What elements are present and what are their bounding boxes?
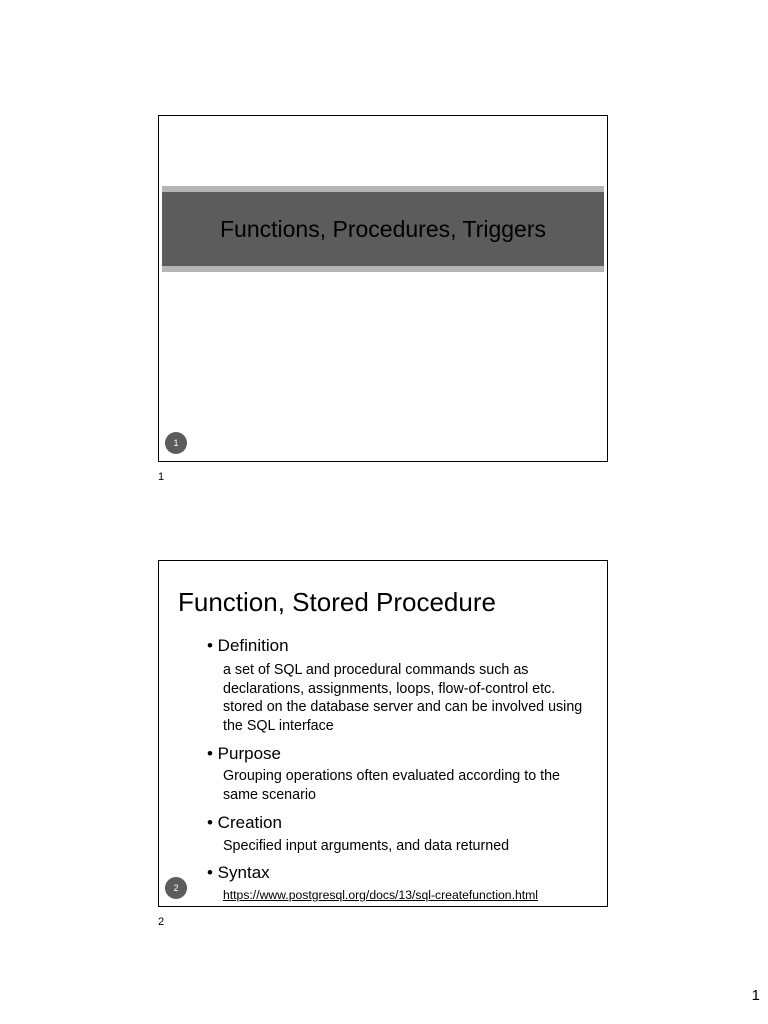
slide-1 (158, 115, 608, 462)
title-band (162, 186, 604, 272)
slide-2 (158, 560, 608, 907)
slide-number-badge: 1 (165, 432, 187, 454)
syntax-link[interactable]: https://www.postgresql.org/docs/13/sql-createfunction.html (223, 888, 538, 902)
bullet-creation-body: Specified input arguments, and data returned (223, 838, 510, 854)
bullet-purpose-body: Grouping operations often evaluated according to the same scenario (223, 768, 561, 803)
slide-number-badge: 2 (165, 877, 187, 899)
bullet-creation: • Creation (207, 813, 282, 832)
slide-2-caption: 2 (158, 916, 165, 928)
bullet-purpose: • Purpose (207, 744, 281, 763)
slide-1-title: Functions, Procedures, Triggers (220, 215, 546, 242)
bullet-definition: • Definition (207, 636, 289, 655)
page-number: 1 (751, 987, 760, 1004)
bullet-syntax: • Syntax (207, 863, 270, 882)
bullet-definition-body: a set of SQL and procedural commands such as declarations, assignments, loops, flow-of-control etc. stored on the database server and can be involved using the SQL interface (223, 662, 583, 734)
slide-2-title: Function, Stored Procedure (178, 587, 496, 617)
slide-1-caption: 1 (158, 471, 165, 483)
